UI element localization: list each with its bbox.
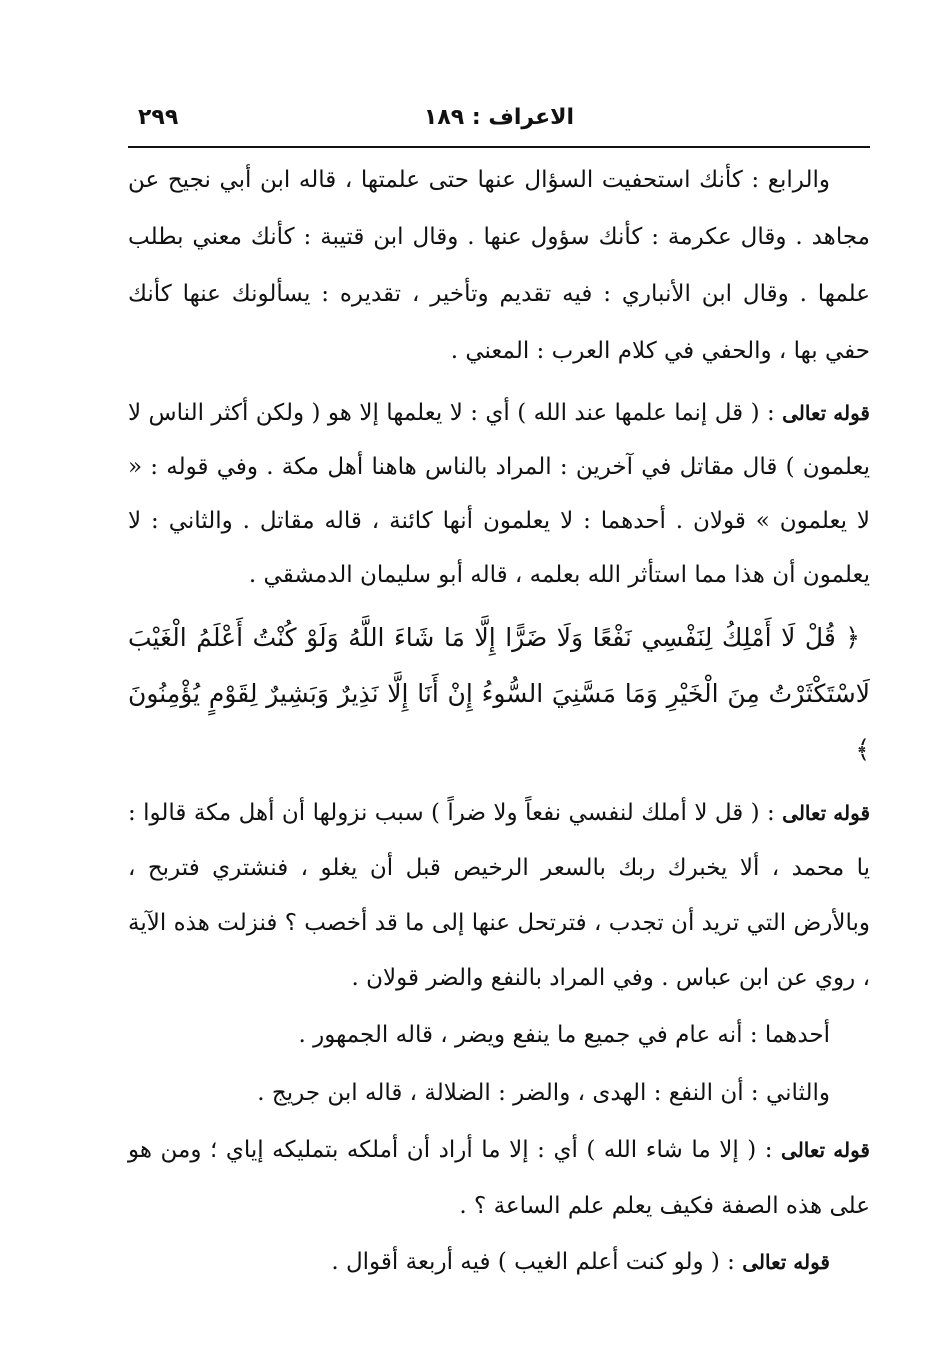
paragraph-label: قوله تعالى [782, 801, 871, 825]
paragraph-text: أحدهما : أنه عام في جميع ما ينفع ويضر ، قاله الجمهور . [298, 1022, 830, 1048]
paragraph-text: والرابع : كأنك استحفيت السؤال عنها حتى علمتها ، قاله ابن أبي نجيح عن مجاهد . وقال عكرمة : كأنك سؤول عنها . وقال ابن قتيبة : كأنك معني بطلب علمها . وقال ابن الأنباري : فيه تقديم وتأخير ، تقديره : يسألونك عنها كأنك حفي بها ، والحفي في كلام العرب : المعني . [128, 167, 870, 364]
paragraph-commentary [128, 786, 870, 1006]
paragraph-second-opinion [128, 1064, 870, 1122]
header-rule [128, 146, 870, 148]
paragraph-label: قوله تعالى [782, 401, 870, 425]
paragraph-label: قوله تعالى [781, 1138, 870, 1162]
surah-reference: الاعراف : ١٨٩ [423, 105, 575, 130]
page-header [128, 98, 870, 138]
paragraph-text: : ( ولو كنت أعلم الغيب ) فيه أربعة أقوال . [331, 1249, 735, 1275]
paragraph-commentary [128, 1122, 870, 1234]
page-body [128, 152, 870, 1290]
paragraph-text: والثاني : أن النفع : الهدى ، والضر : الضلالة ، قاله ابن جريج . [257, 1080, 830, 1106]
paragraph-text: : ( قل لا أملك لنفسي نفعاً ولا ضراً ) سبب نزولها أن أهل مكة قالوا : يا محمد ، ألا يخبرك ربك بالسعر الرخيص قبل أن يغلو ، فنشتري فتربح ، وبالأرض التي تريد أن تجدب ، فترتحل عنها إلى ما قد أخصب ؟ فنزلت هذه الآية ، روي عن ابن عباس . وفي المراد بالنفع والضر قولان . [128, 800, 870, 991]
paragraph-text: : ( إلا ما شاء الله ) أي : إلا ما أراد أن أملكه بتمليكه إياي ؛ ومن هو على هذه الصفة فكيف يعلم علم الساعة ؟ . [128, 1137, 870, 1219]
page-number: ٢٩٩ [138, 105, 179, 130]
paragraph-text: : ( قل إنما علمها عند الله ) أي : لا يعلمها إلا هو ( ولكن أكثر الناس لا يعلمون ) قال مقاتل في آخرين : المراد بالناس هاهنا أهل مكة . وفي قوله : « لا يعلمون » قولان . أحدهما : لا يعلمون أنها كائنة ، قاله مقاتل . والثاني : لا يعلمون أن هذا مما استأثر الله بعلمه ، قاله أبو سليمان الدمشقي . [128, 400, 870, 588]
verse-text: ﴿ قُلْ لَا أَمْلِكُ لِنَفْسِي نَفْعًا وَلَا ضَرًّا إِلَّا مَا شَاءَ اللَّهُ وَلَوْ كُنْتُ أَعْلَمُ الْغَيْبَ لَاسْتَكْثَرْتُ مِنَ الْخَيْرِ وَمَا مَسَّنِيَ السُّوءُ إِنْ أَنَا إِلَّا نَذِيرٌ وَبَشِيرٌ لِقَوْمٍ يُؤْمِنُونَ ﴾ [128, 623, 870, 764]
paragraph-commentary [128, 386, 870, 602]
paragraph-commentary [128, 1234, 870, 1290]
paragraph-fourth-opinion [128, 152, 870, 380]
paragraph-first-opinion [128, 1006, 870, 1064]
paragraph-label: قوله تعالى [742, 1250, 830, 1274]
quran-verse [128, 610, 870, 778]
